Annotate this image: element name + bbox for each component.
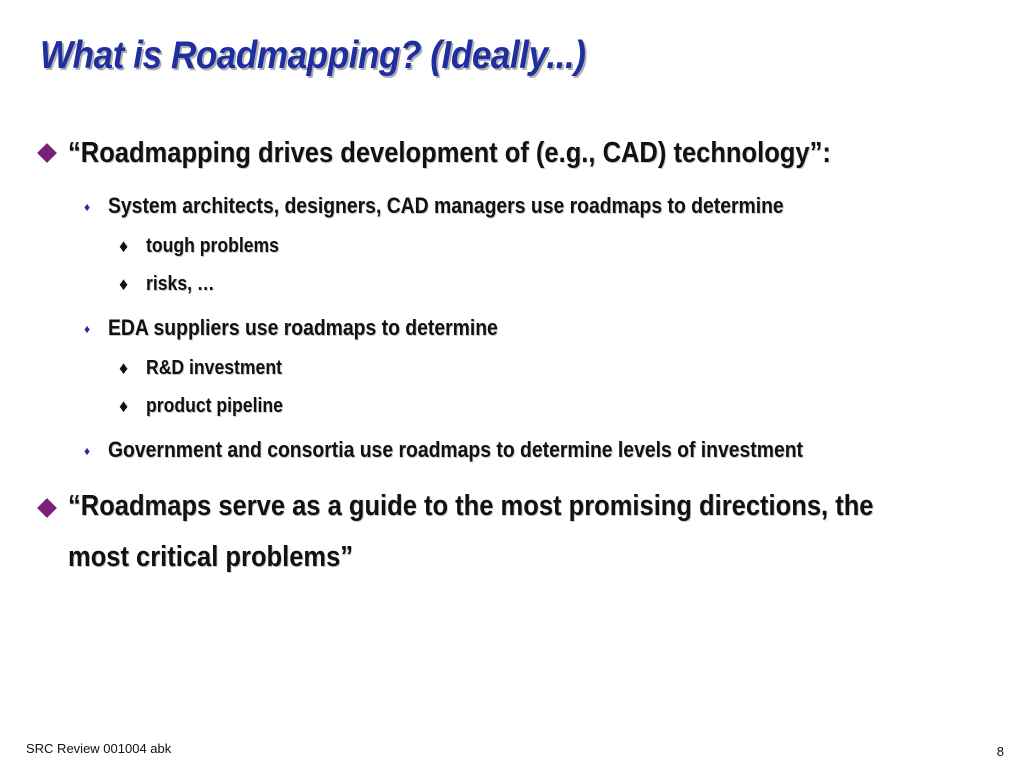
bullet-text: System architects, designers, CAD managers use roadmaps to determine xyxy=(108,193,784,218)
suit-diamond-bullet-icon: ♦ xyxy=(119,396,129,416)
bullet-level3 xyxy=(146,273,224,296)
bullet-level3 xyxy=(146,357,300,380)
suit-diamond-bullet-icon: ♦ xyxy=(119,236,129,256)
bullet-level2 xyxy=(108,315,551,341)
bullet-text: R&D investment xyxy=(146,357,282,379)
bullet-level1-continuation xyxy=(68,541,392,574)
small-diamond-bullet-icon: ♦ xyxy=(84,444,91,458)
bullet-text: “Roadmaps serve as a guide to the most promising directions, the xyxy=(68,490,874,522)
bullet-level2 xyxy=(108,193,876,219)
bullet-text: Government and consortia use roadmaps to determine levels of investment xyxy=(108,437,803,462)
bullet-text: product pipeline xyxy=(146,395,283,417)
suit-diamond-bullet-icon: ♦ xyxy=(119,358,129,378)
slide-title: What is Roadmapping? (Ideally...) xyxy=(40,34,586,77)
bullet-text: most critical problems” xyxy=(68,541,354,573)
bullet-level2 xyxy=(108,437,898,463)
bullet-level3 xyxy=(146,395,302,418)
bullet-text: “Roadmapping drives development of (e.g., CAD) technology”: xyxy=(68,137,831,169)
bullet-text: tough problems xyxy=(146,235,279,257)
footer-label: SRC Review 001004 abk xyxy=(26,741,172,756)
bullet-level3 xyxy=(146,235,297,258)
bullet-level1 xyxy=(68,490,983,523)
small-diamond-bullet-icon: ♦ xyxy=(84,322,91,336)
diamond-bullet-icon xyxy=(37,143,57,163)
bullet-text: EDA suppliers use roadmaps to determine xyxy=(108,315,498,340)
small-diamond-bullet-icon: ♦ xyxy=(84,200,91,214)
bullet-text: risks, … xyxy=(146,273,215,295)
page-number: 8 xyxy=(996,744,1004,759)
bullet-level1 xyxy=(68,137,935,170)
suit-diamond-bullet-icon: ♦ xyxy=(119,274,129,294)
diamond-bullet-icon xyxy=(37,498,57,518)
